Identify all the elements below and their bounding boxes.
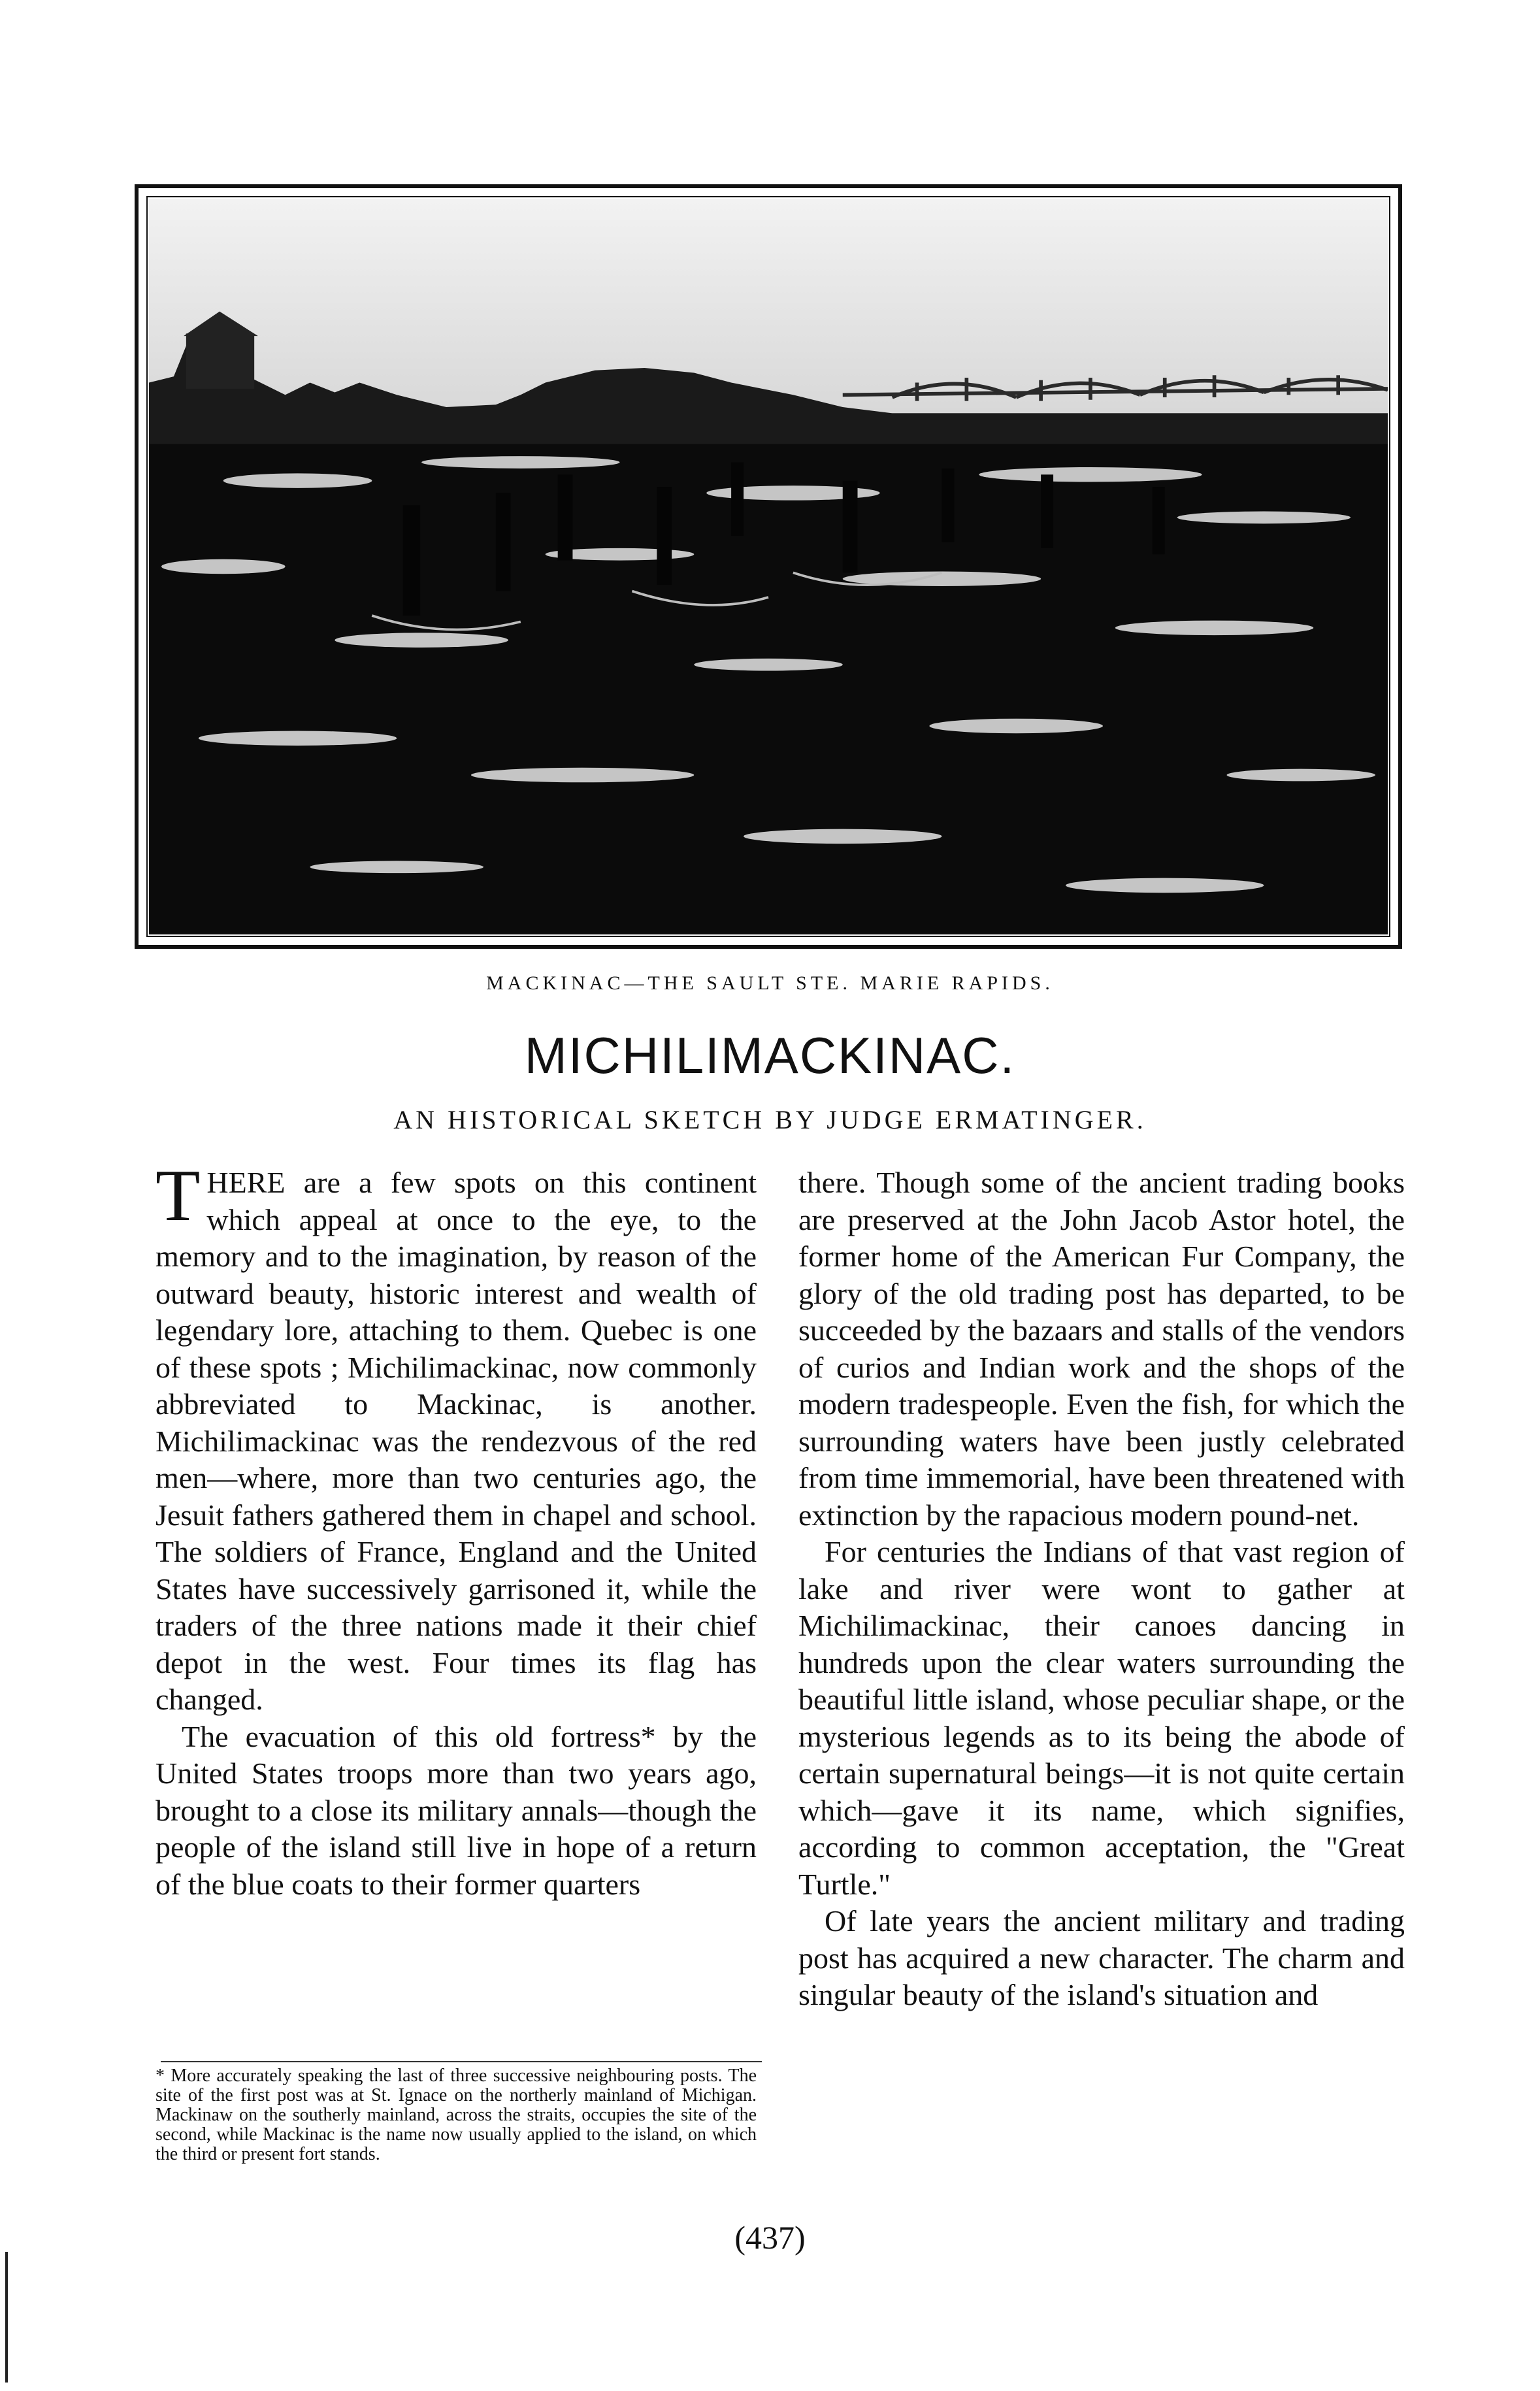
article-title: MICHILIMACKINAC. — [524, 1027, 1016, 1084]
shore-building — [186, 333, 254, 388]
right-column — [798, 1164, 1405, 2014]
opening-paragraph — [156, 1155, 757, 1719]
paragraph: there. Though some of the ancient trading books are preserved at the John Jacob Astor hotel, the former home of the American Fur Company, the glory of the old trading post has departed, to be succeeded by the bazaars and stalls of the vendors of curios and Indian work and the shops of the modern tradespeople. Even the fish, for which the surrounding waters have been justly celebrated from time immemorial, have been threatened with extinction by the rapacious modern pound-net. — [798, 1166, 1405, 1532]
left-column — [156, 1155, 757, 1903]
paragraph: The evacuation of this old fortress* by the United States troops more than two years ago, brought to a close its military annals—though the people of the island still live in hope of a return of the blue coats to their former quarters — [156, 1719, 757, 1901]
footnote-rule — [161, 2061, 762, 2062]
rapids-photograph-illustration — [149, 199, 1388, 934]
footnote: * More accurately speaking the last of three successive neighbouring posts. The site of the first post was at St. Ignace on the northerly mainland of Michigan. Mackinaw on the southerly mainland, across the straits, occupies the site of the second, while Mackinac is the name now usually applied to the island, on which the third or present fort stands. — [156, 2066, 757, 2164]
opening-paragraph-text: HERE are a few spots on this continent which appeal at once to the eye, to the memory and to the imagination, by reason of the outward beauty, historic interest and wealth of legendary lore, attaching to them. Quebec is one of these spots ; Michilimackinac, now commonly abbreviated to Mackinac, is another. Michilimackinac was the rendezvous of the red men—where, more than two centuries ago, the Jesuit fathers gathered them in chapel and school. The soldiers of France, England and the United States have successively garrisoned it, while the traders of the three nations made it their chief depot in the west. Four times its flag has changed. — [156, 1166, 757, 1716]
paragraph: For centuries the Indians of that vast region of lake and river were wont to gather at Michilimackinac, their canoes dancing in hundreds upon the clear waters surrounding the beautiful little island, whose peculiar shape, or the mysterious legends as to its being the abode of certain supernatural beings—it is not quite certain which—gave it its name, which signifies, according to common acceptation, the "Great Turtle." — [798, 1535, 1405, 1901]
photo-frame — [135, 184, 1402, 949]
rapids-photograph — [149, 199, 1388, 934]
article-subtitle: AN HISTORICAL SKETCH BY JUDGE ERMATINGER. — [393, 1105, 1147, 1134]
drop-cap: T — [156, 1155, 201, 1236]
page-number: (437) — [734, 2219, 806, 2256]
photo-caption: MACKINAC—THE SAULT STE. MARIE RAPIDS. — [486, 972, 1054, 994]
paragraph: Of late years the ancient military and trading post has acquired a new character. The charm and singular beauty of the island's situation and — [798, 1904, 1405, 2011]
margin-mark — [5, 2252, 8, 2383]
